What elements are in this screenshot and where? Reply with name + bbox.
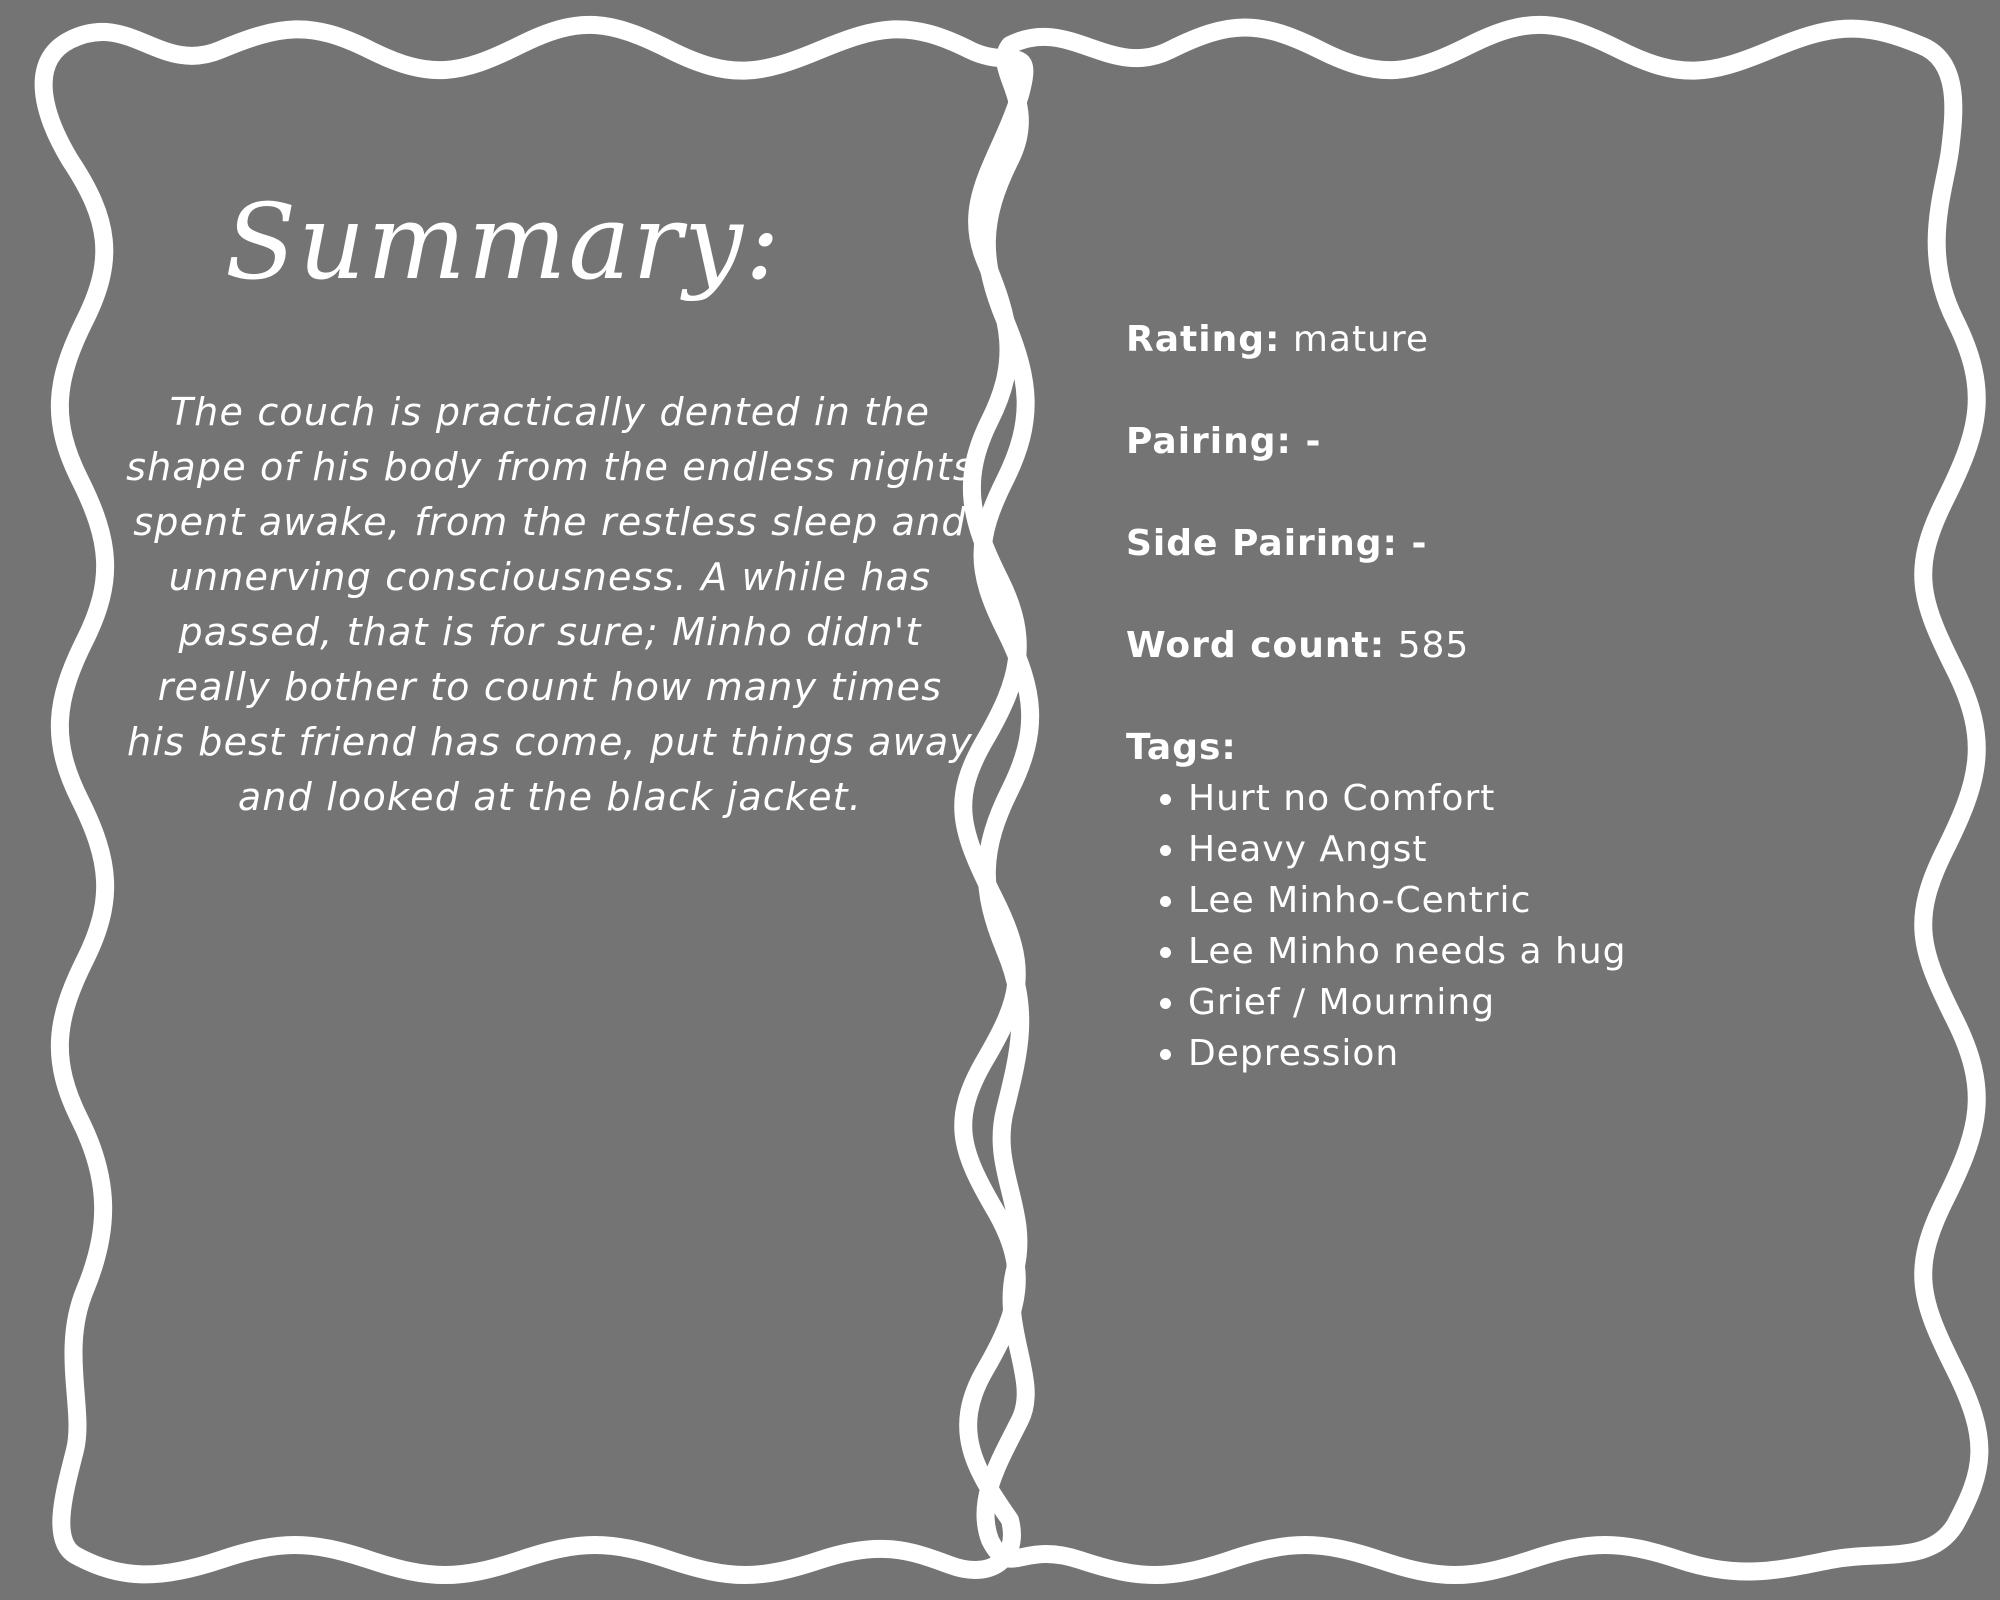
- rating-line: [1126, 315, 1886, 365]
- rating-value: mature: [1292, 319, 1430, 360]
- tag-item: • Hurt no Comfort: [1188, 773, 1886, 824]
- tag-item: • Lee Minho-Centric: [1188, 875, 1886, 926]
- tags-label: Tags:: [1126, 727, 1237, 768]
- word-count-line: [1126, 621, 1886, 671]
- tag-item: • Depression: [1188, 1028, 1886, 1079]
- side-pairing-label: Side Pairing: -: [1126, 523, 1428, 564]
- story-info: [1126, 315, 1886, 1079]
- pairing-label: Pairing: -: [1126, 421, 1322, 462]
- summary-title: Summary:: [225, 181, 782, 303]
- pairing-line: [1126, 417, 1886, 467]
- rating-label: Rating:: [1126, 319, 1281, 360]
- tags-list: [1126, 773, 1886, 1079]
- tag-item: • Heavy Angst: [1188, 824, 1886, 875]
- tag-item: • Grief / Mourning: [1188, 977, 1886, 1028]
- side-pairing-line: [1126, 519, 1886, 569]
- summary-text: The couch is practically dented in the shape of his body from the endless nights spent awake, from the restless sleep and unnerving consciousness. A while has passed, that is for sure; Minho didn't really bother to count how many times his best friend has come, put things away and looked at the black jacket.: [126, 390, 974, 819]
- tag-item: • Lee Minho needs a hug: [1188, 926, 1886, 977]
- word-count-label: Word count:: [1126, 625, 1386, 666]
- word-count-value: 585: [1397, 625, 1470, 666]
